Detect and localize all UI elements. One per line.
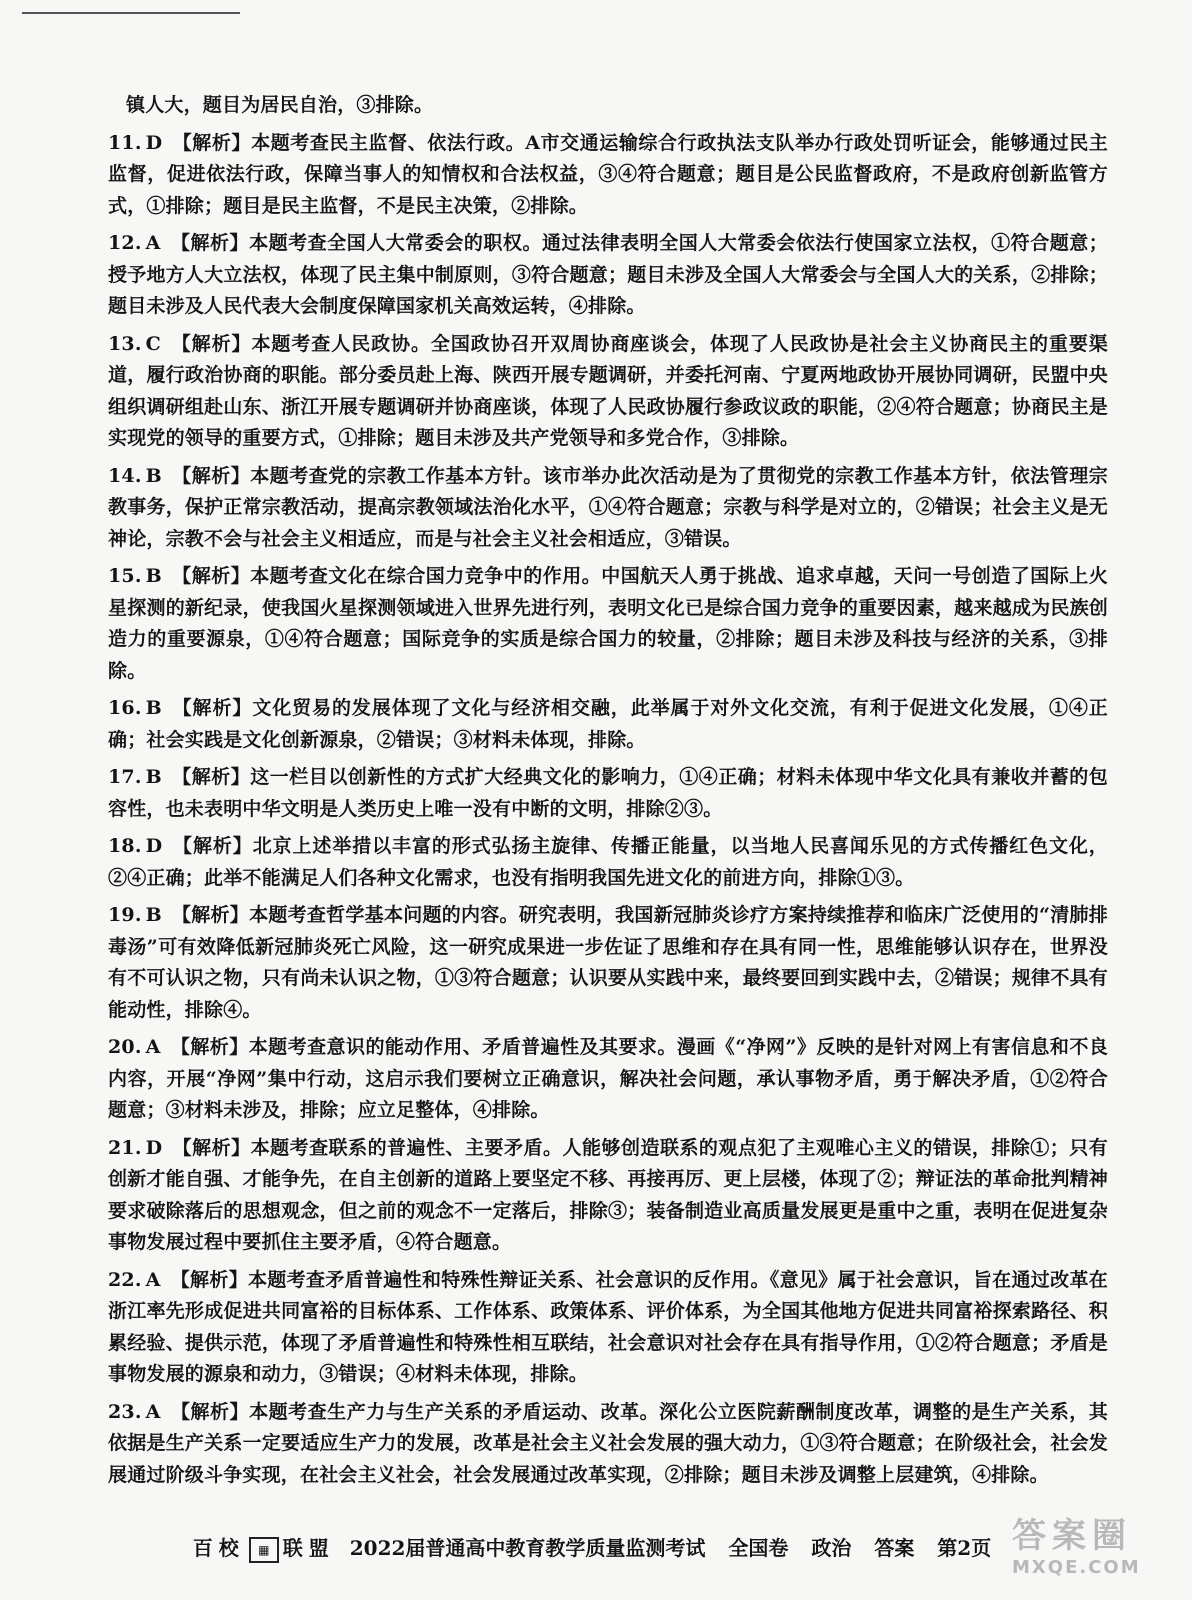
answer-choice: B	[145, 464, 162, 487]
exam-scope: 全国卷	[728, 1536, 789, 1560]
answer-item	[108, 228, 1108, 323]
answer-item	[108, 128, 1108, 223]
analysis-tag: 【解析】	[170, 332, 252, 355]
answer-content	[108, 90, 1108, 1497]
exam-subject: 政治	[811, 1536, 852, 1560]
analysis-tag: 【解析】	[170, 1036, 249, 1058]
answer-number: 22.	[108, 1268, 142, 1291]
analysis-tag: 【解析】	[171, 464, 251, 487]
answer-number: 23.	[108, 1400, 142, 1423]
answer-number: 12.	[108, 232, 142, 254]
answer-item	[108, 561, 1108, 687]
answer-number: 18.	[108, 835, 142, 857]
answer-item	[108, 1397, 1108, 1492]
analysis-text: 文化贸易的发展体现了文化与经济相交融，此举属于对外文化交流，有利于促进文化发展，①④正确；社会实践是文化创新源泉，②错误；③材料未体现，排除。	[108, 697, 1108, 751]
site-watermark	[1012, 1508, 1162, 1578]
analysis-text: 这一栏目以创新性的方式扩大经典文化的影响力，①④正确；材料未体现中华文化具有兼收并蓄的包容性，也未表明中华文明是人类历史上唯一没有中断的文明，排除②③。	[108, 766, 1108, 820]
answer-number: 11.	[108, 131, 142, 154]
answer-choice: A	[145, 1268, 161, 1291]
analysis-tag: 【解析】	[172, 131, 252, 154]
brand-name-b: 联盟	[282, 1536, 335, 1560]
answer-number: 20.	[108, 1036, 142, 1058]
alliance-logo-icon: ▦	[249, 1537, 279, 1563]
answer-item	[108, 461, 1108, 556]
answer-choice: D	[145, 1136, 163, 1159]
analysis-text: 本题考查联系的普遍性、主要矛盾。人能够创造联系的观点犯了主观唯心主义的错误，排除①；只有创新才能自强、才能争先，在自主创新的道路上要坚定不移、再接再厉、更上层楼，体现了②；辩证法的革命批判精神要求破除落后的思想观念，但之前的观念不一定落后，排除③；装备制造业高质量发展更是重中之重，表明在促进复杂事物发展过程中要抓住主要矛盾，④符合题意。	[108, 1136, 1108, 1253]
watermark-line2: MXQE.COM	[1012, 1557, 1141, 1578]
analysis-text: 本题考查意识的能动作用、矛盾普遍性及其要求。漫画《“净网”》反映的是针对网上有害信息和不良内容，开展“净网”集中行动，这启示我们要树立正确意识，解决社会问题，承认事物矛盾，勇于解决矛盾，①②符合题意；③材料未涉及，排除；应立足整体，④排除。	[108, 1036, 1108, 1121]
answer-item	[108, 762, 1108, 825]
answer-item	[108, 1032, 1108, 1127]
analysis-text: 本题考查文化在综合国力竞争中的作用。中国航天人勇于挑战、追求卓越，天问一号创造了国际上火星探测的新纪录，使我国火星探测领域进入世界先进行列，表明文化已是综合国力竞争的重要因素，越来越成为民族创造力的重要源泉，①④符合题意；国际竞争的实质是综合国力的较量，②排除；题目未涉及科技与经济的关系，③排除。	[108, 565, 1108, 682]
answer-item	[108, 831, 1108, 894]
analysis-tag: 【解析】	[170, 232, 250, 254]
top-rule	[22, 12, 240, 14]
answer-number: 16.	[108, 697, 142, 719]
analysis-tag: 【解析】	[170, 1268, 249, 1291]
answer-number: 14.	[108, 464, 142, 487]
answer-number: 17.	[108, 766, 142, 788]
analysis-tag: 【解析】	[172, 835, 253, 857]
page-number: 第2页	[937, 1536, 992, 1560]
answer-choice: A	[145, 1400, 161, 1423]
answer-choice: B	[145, 904, 162, 926]
watermark-line1: 答案圈	[1012, 1516, 1132, 1556]
answer-choice: A	[145, 1036, 161, 1058]
answer-choice: A	[145, 232, 161, 254]
answer-choice: B	[145, 697, 162, 719]
analysis-tag: 【解析】	[172, 1136, 251, 1159]
analysis-tag: 【解析】	[171, 904, 250, 926]
analysis-text: 北京上述举措以丰富的形式弘扬主旋律、传播正能量，以当地人民喜闻乐见的方式传播红色文化，②④正确；此举不能满足人们各种文化需求，也没有指明我国先进文化的前进方向，排除①③。	[108, 835, 1108, 889]
exam-title: 2022届普通高中教育教学质量监测考试	[349, 1536, 706, 1560]
answer-item	[108, 900, 1108, 1026]
answer-item	[108, 329, 1108, 455]
continued-text: 镇人大，题目为居民自治，③排除。	[126, 94, 434, 116]
analysis-tag: 【解析】	[171, 697, 253, 719]
analysis-text: 本题考查生产力与生产关系的矛盾运动、改革。深化公立医院薪酬制度改革，调整的是生产关系，其依据是生产关系一定要适应生产力的发展，改革是社会主义社会发展的强大动力，①③符合题意；在阶级社会，社会发展通过阶级斗争实现，在社会主义社会，社会发展通过改革实现，②排除；题目未涉及调整上层建筑，④排除。	[108, 1400, 1108, 1486]
answer-choice: D	[145, 131, 163, 154]
analysis-tag: 【解析】	[170, 1400, 250, 1423]
analysis-text: 本题考查民主监督、依法行政。A市交通运输综合行政执法支队举办行政处罚听证会，能够通过民主监督，促进依法行政，保障当事人的知情权和合法权益，③④符合题意；题目是公民监督政府，不是政府创新监管方式，①排除；题目是民主监督，不是民主决策，②排除。	[108, 131, 1108, 217]
analysis-tag: 【解析】	[171, 766, 251, 788]
answer-choice: C	[145, 332, 161, 355]
answer-item	[108, 1133, 1108, 1259]
answer-number: 21.	[108, 1136, 142, 1159]
answer-number: 15.	[108, 565, 142, 587]
analysis-text: 本题考查党的宗教工作基本方针。该市举办此次活动是为了贯彻党的宗教工作基本方针，依法管理宗教事务，保护正常宗教活动，提高宗教领域法治化水平，①④符合题意；宗教与科学是对立的，②错误；社会主义是无神论，宗教不会与社会主义相适应，而是与社会主义社会相适应，③错误。	[108, 464, 1108, 550]
analysis-text: 本题考查全国人大常委会的职权。通过法律表明全国人大常委会依法行使国家立法权，①符合题意；授予地方人大立法权，体现了民主集中制原则，③符合题意；题目未涉及全国人大常委会与全国人大的关系，②排除；题目未涉及人民代表大会制度保障国家机关高效运转，④排除。	[108, 232, 1108, 317]
answer-item	[108, 693, 1108, 756]
analysis-text: 本题考查人民政协。全国政协召开双周协商座谈会，体现了人民政协是社会主义协商民主的重要渠道，履行政治协商的职能。部分委员赴上海、陕西开展专题调研，并委托河南、宁夏两地政协开展协同调研，民盟中央组织调研组赴山东、浙江开展专题调研并协商座谈，体现了人民政协履行参政议政的职能，②④符合题意；协商民主是实现党的领导的重要方式，①排除；题目未涉及共产党领导和多党合作，③排除。	[108, 332, 1108, 449]
answer-choice: B	[145, 766, 162, 788]
analysis-tag: 【解析】	[171, 565, 251, 587]
answer-list	[108, 128, 1108, 1492]
answer-choice: D	[145, 835, 163, 857]
answer-number: 13.	[108, 332, 142, 355]
answer-choice: B	[145, 565, 162, 587]
answer-item	[108, 1265, 1108, 1391]
doc-type: 答案	[874, 1536, 915, 1560]
answer-number: 19.	[108, 904, 142, 926]
analysis-text: 本题考查矛盾普遍性和特殊性辩证关系、社会意识的反作用。《意见》属于社会意识，旨在通过改革在浙江率先形成促进共同富裕的目标体系、工作体系、政策体系、评价体系，为全国其他地方促进共同富裕探索路径、积累经验、提供示范，体现了矛盾普遍性和特殊性相互联结，社会意识对社会存在具有指导作用，①②符合题意；矛盾是事物发展的源泉和动力，③错误；④材料未体现，排除。	[108, 1268, 1108, 1385]
analysis-text: 本题考查哲学基本问题的内容。研究表明，我国新冠肺炎诊疗方案持续推荐和临床广泛使用的“清肺排毒汤”可有效降低新冠肺炎死亡风险，这一研究成果进一步佐证了思维和存在具有同一性，思维能够认识存在，世界没有不可认识之物，只有尚未认识之物，①③符合题意；认识要从实践中来，最终要回到实践中去，②错误；规律不具有能动性，排除④。	[108, 904, 1108, 1021]
brand-name-a: 百校	[192, 1536, 245, 1560]
